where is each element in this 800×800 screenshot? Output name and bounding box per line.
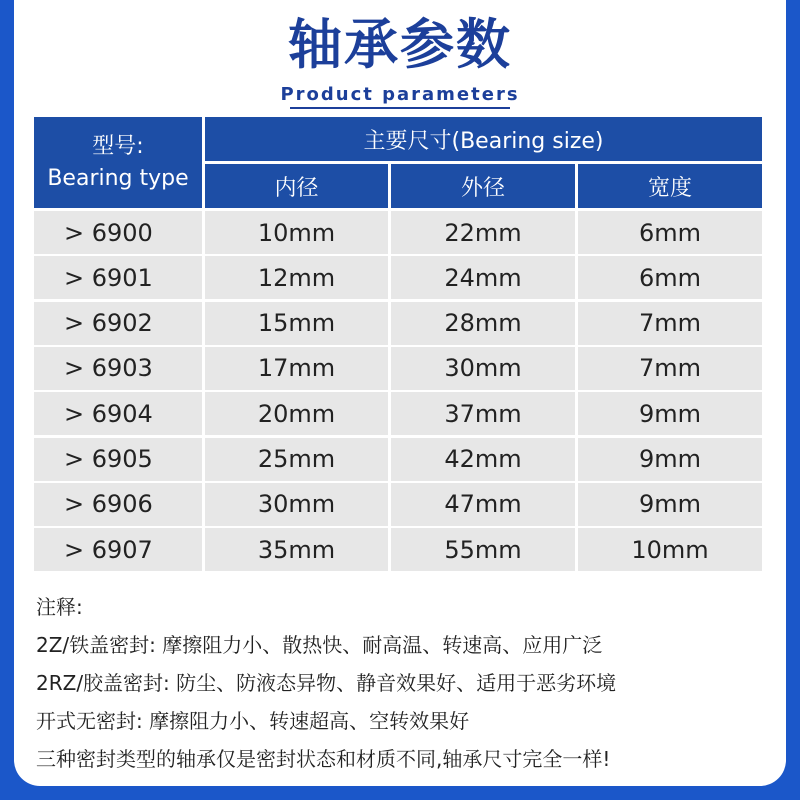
note-line-2rz: 2RZ/胶盖密封: 防尘、防液态异物、静音效果好、适用于恶劣环境 (36, 671, 617, 695)
outer-diameter-cell: 47mm (391, 483, 575, 526)
outer-diameter-cell: 37mm (391, 392, 575, 435)
subtitle-underline (290, 107, 510, 109)
type-cell: > 6904 (34, 392, 202, 435)
width-header: 宽度 (578, 164, 762, 208)
width-cell: 7mm (578, 347, 762, 390)
outer-diameter-cell: 30mm (391, 347, 575, 390)
width-cell: 6mm (578, 256, 762, 299)
inner-diameter-cell: 12mm (205, 256, 388, 299)
note-line-summary: 三种密封类型的轴承仅是密封状态和材质不同,轴承尺寸完全一样! (36, 747, 611, 771)
outer-diameter-cell: 55mm (391, 528, 575, 571)
type-header-cn: 型号: (92, 133, 144, 159)
type-cell: > 6900 (34, 211, 202, 254)
type-cell: > 6902 (34, 302, 202, 345)
inner-diameter-header: 内径 (205, 164, 388, 208)
page-title: 轴承参数 (288, 13, 512, 76)
type-cell: > 6906 (34, 483, 202, 526)
outer-diameter-cell: 42mm (391, 438, 575, 481)
type-cell: > 6905 (34, 438, 202, 481)
type-header-en: Bearing type (47, 165, 189, 191)
notes-section (36, 588, 776, 778)
inner-diameter-cell: 25mm (205, 438, 388, 481)
outer-diameter-cell: 22mm (391, 211, 575, 254)
notes-heading: 注释: (36, 595, 83, 619)
note-line-2z: 2Z/铁盖密封: 摩擦阻力小、散热快、耐高温、转速高、应用广泛 (36, 633, 603, 657)
outer-diameter-cell: 28mm (391, 302, 575, 345)
note-line-open: 开式无密封: 摩擦阻力小、转速超高、空转效果好 (36, 709, 470, 733)
inner-diameter-cell: 20mm (205, 392, 388, 435)
inner-diameter-cell: 35mm (205, 528, 388, 571)
type-cell: > 6907 (34, 528, 202, 571)
inner-diameter-cell: 30mm (205, 483, 388, 526)
page-subtitle: Product parameters (280, 84, 520, 105)
width-cell: 10mm (578, 528, 762, 571)
width-cell: 9mm (578, 392, 762, 435)
type-cell: > 6901 (34, 256, 202, 299)
width-cell: 9mm (578, 438, 762, 481)
outer-diameter-header: 外径 (391, 164, 575, 208)
type-cell: > 6903 (34, 347, 202, 390)
width-cell: 6mm (578, 211, 762, 254)
outer-diameter-cell: 24mm (391, 256, 575, 299)
type-header (34, 117, 202, 208)
inner-diameter-cell: 10mm (205, 211, 388, 254)
width-cell: 9mm (578, 483, 762, 526)
size-header: 主要尺寸(Bearing size) (205, 117, 762, 161)
width-cell: 7mm (578, 302, 762, 345)
inner-diameter-cell: 17mm (205, 347, 388, 390)
inner-diameter-cell: 15mm (205, 302, 388, 345)
